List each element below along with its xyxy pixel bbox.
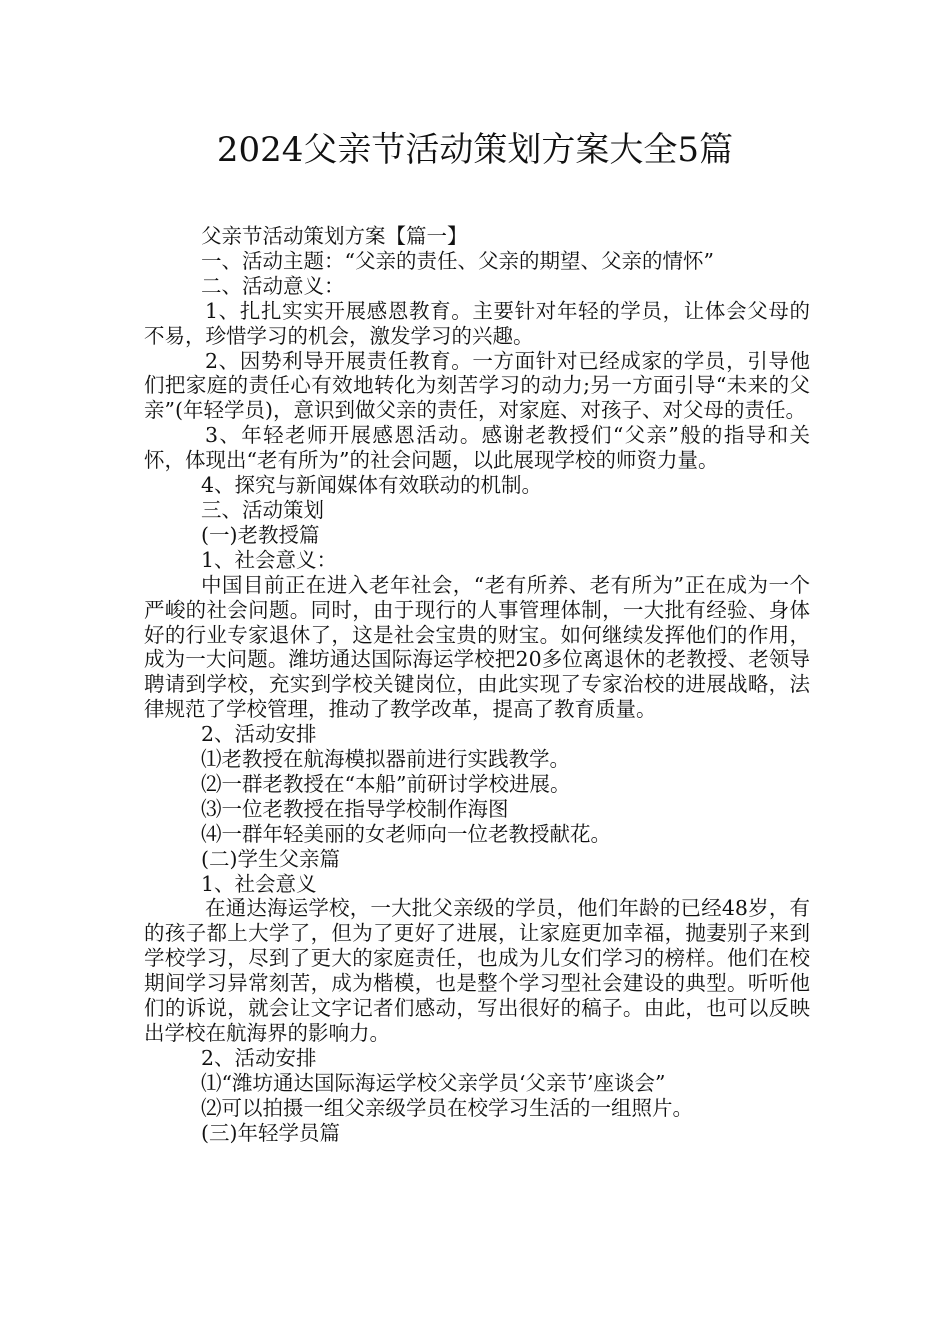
paragraph: ⑷一群年轻美丽的女老师向一位老教授献花。 bbox=[201, 821, 611, 846]
paragraph: ⑵一群老教授在“本船”前研讨学校进展。 bbox=[201, 771, 571, 796]
paragraph: (一)老教授篇 bbox=[201, 522, 320, 547]
paragraph: ⑵可以拍摄一组父亲级学员在校学习生活的一组照片。 bbox=[201, 1095, 693, 1120]
paragraph: 2、活动安排 bbox=[201, 722, 317, 747]
paragraph: 三、活动策划 bbox=[201, 497, 324, 522]
paragraph: 4、探究与新闻媒体有效联动的机制。 bbox=[201, 473, 543, 498]
paragraph: 1、扎扎实实开展感恩教育。主要针对年轻的学员，让体会父母的不易，珍惜学习的机会，激发学习的兴趣。 bbox=[144, 298, 810, 348]
paragraph: ⑴老教授在航海模拟器前进行实践教学。 bbox=[201, 747, 570, 772]
paragraph: (二)学生父亲篇 bbox=[201, 846, 340, 871]
paragraph: 3、年轻老师开展感恩活动。感谢老教授们“父亲”般的指导和关怀，体现出“老有所为”的社会问题，以此展现学校的师资力量。 bbox=[144, 423, 810, 473]
paragraph: 2、因势利导开展责任教育。一方面针对已经成家的学员，引导他们把家庭的责任心有效地转化为刻苦学习的动力;另一方面引导“未来的父亲”(年轻学员)，意识到做父亲的责任，对家庭、对孩子、对父母的责任。 bbox=[144, 348, 810, 423]
paragraph: ⑶一位老教授在指导学校制作海图 bbox=[201, 796, 509, 821]
paragraph: 中国目前正在进入老年社会，“老有所养、老有所为”正在成为一个严峻的社会问题。同时，由于现行的人事管理体制，一大批有经验、身体好的行业专家退休了，这是社会宝贵的财宝。如何继续发挥他们的作用，成为一大问题。潍坊通达国际海运学校把20多位离退休的老教授、老领导聘请到学校，充实到学校关键岗位，由此实现了专家治校的进展战略，法律规范了学校管理，推动了教学改革，提高了教育质量。 bbox=[144, 572, 810, 722]
paragraph: 1、社会意义 bbox=[201, 871, 317, 896]
paragraph: 在通达海运学校，一大批父亲级的学员，他们年龄的已经48岁，有的孩子都上大学了，但为了更好了进展，让家庭更加幸福，抛妻别子来到学校学习，尽到了更大的家庭责任，也成为儿女们学习的榜样。他们在校期间学习异常刻苦，成为楷模，也是整个学习型社会建设的典型。听听他们的诉说，就会让文字记者们感动，写出很好的稿子。由此，也可以反映出学校在航海界的影响力。 bbox=[144, 896, 810, 1045]
paragraph: 一、活动主题：“父亲的责任、父亲的期望、父亲的情怀” bbox=[201, 248, 714, 273]
paragraph: 1、社会意义： bbox=[201, 547, 338, 572]
document-title: 2024父亲节活动策划方案大全5篇 bbox=[216, 130, 734, 170]
paragraph: 二、活动意义： bbox=[201, 273, 345, 298]
paragraph: 父亲节活动策划方案【篇一】 bbox=[201, 224, 468, 248]
paragraph: 2、活动安排 bbox=[201, 1045, 317, 1070]
paragraph: (三)年轻学员篇 bbox=[201, 1120, 340, 1145]
paragraph: ⑴“潍坊通达国际海运学校父亲学员‘父亲节’座谈会” bbox=[201, 1070, 666, 1095]
document-body bbox=[144, 224, 810, 1146]
